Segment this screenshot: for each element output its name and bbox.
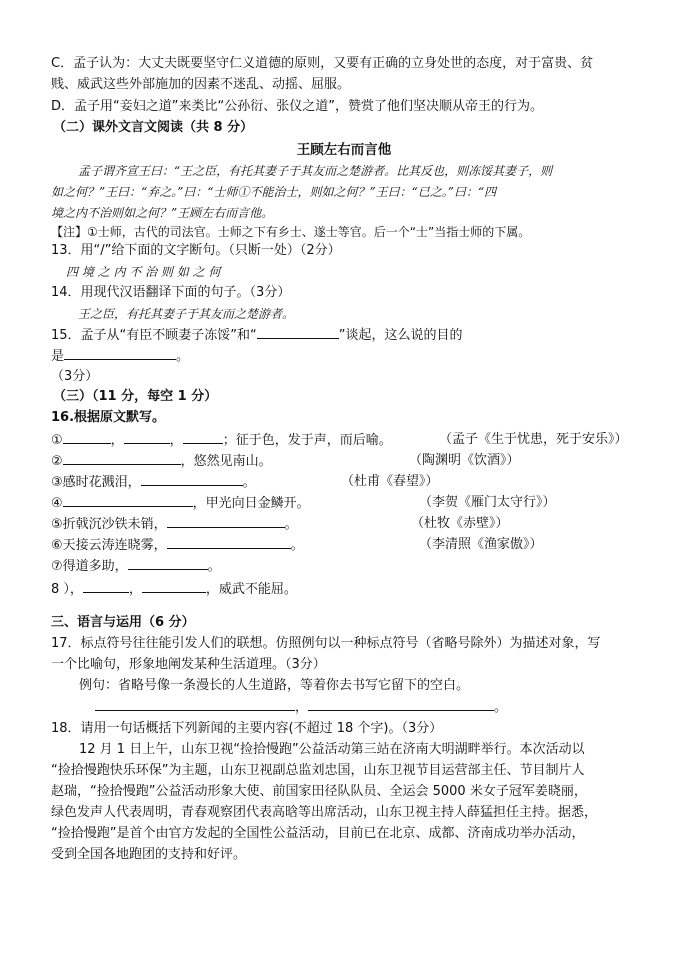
item-1-blank-1[interactable] — [63, 430, 111, 444]
item-1-text: ；征于色，发于声，而后喻。 — [222, 433, 392, 448]
language-section-heading: 三、语言与运用（6 分） — [51, 615, 195, 630]
news-line4: 绿色发声人代表周明，青春观察团代表高晗等出席活动，山东卫视主持人薛猛担任主持。据悉， — [51, 805, 598, 820]
recitation-item-8 — [51, 579, 297, 599]
news-line5: “捡拾慢跑”是首个由官方发起的全国性公益活动，目前已在北京、成都、济南成功举办活动， — [51, 826, 585, 841]
item-1-marker: ① — [51, 433, 63, 448]
passage-title: 王顾左右而言他 — [296, 142, 392, 158]
item-8-marker: 8 ）， — [51, 582, 83, 597]
item-3-source: （杜甫《春望》） — [341, 474, 439, 489]
question-17-line1: 17．标点符号往往能引发人们的联想。仿照例句以一种标点符号（省略号除外）为描述对象，写 — [51, 636, 601, 651]
item-4-marker: ④ — [51, 496, 63, 511]
news-line1: 12 月 1 日上午，山东卫视“捡拾慢跑”公益活动第三站在济南大明湖畔举行。本次活动以 — [79, 742, 585, 757]
option-d: D．孟子用“妾妇之道”来类比“公孙衍、张仪之道”，赞赏了他们坚决顺从帝王的行为。 — [51, 99, 543, 114]
question-14: 14．用现代汉语翻译下面的句子。（3分） — [51, 285, 291, 300]
item-2-source: （陶渊明《饮酒》） — [409, 453, 520, 468]
question-15-blank-2[interactable] — [64, 346, 176, 360]
item-4-blank[interactable] — [63, 493, 193, 507]
option-c-line2: 贱、威武这些外部施加的因素不迷乱、动摇、屈服。 — [51, 77, 351, 92]
item-6-source: （李清照《渔家傲》） — [419, 537, 543, 552]
question-18: 18．请用一句话概括下列新闻的主要内容(不超过 18 个字)。（3分） — [51, 721, 443, 736]
question-15-part-c: 是 — [51, 349, 65, 364]
question-16: 16.根据原文默写。 — [51, 410, 166, 425]
item-6-blank[interactable] — [167, 535, 291, 549]
item-5-blank[interactable] — [167, 514, 285, 528]
item-3-end: 。 — [242, 475, 256, 490]
item-5-end: 。 — [284, 517, 298, 532]
item-1-comma-2: ， — [169, 433, 183, 448]
item-5-source: （杜牧《赤壁》） — [411, 516, 509, 531]
recitation-item-3 — [51, 472, 681, 492]
item-6-text: ⑥天接云涛连晓雾， — [51, 538, 167, 553]
item-1-blank-2[interactable] — [124, 430, 170, 444]
section-3-heading: （三）（11 分，每空 1 分） — [53, 389, 218, 404]
news-line6: 受到全国各地跑团的支持和好评。 — [51, 847, 247, 862]
item-2-blank[interactable] — [63, 451, 181, 465]
item-8-blank-2[interactable] — [142, 579, 206, 593]
item-6-end: 。 — [290, 538, 304, 553]
question-17-example: 例句：省略号像一条漫长的人生道路，等着你去书写它留下的空白。 — [79, 678, 470, 693]
question-17-blank-2[interactable] — [308, 697, 494, 711]
question-17-answer-line — [95, 697, 507, 717]
item-3-text: ③感时花溅泪， — [51, 475, 141, 490]
recitation-item-6 — [51, 535, 681, 555]
item-8-comma: ， — [128, 582, 142, 597]
item-7-blank[interactable] — [128, 556, 208, 570]
recitation-item-1 — [51, 430, 681, 450]
question-15-line1 — [51, 325, 463, 345]
recitation-item-4 — [51, 493, 681, 513]
passage-line1: 孟子谓齐宣王曰：“王之臣，有托其妻子于其友而之楚游者。比其反也，则冻馁其妻子，则 — [78, 164, 553, 178]
question-13-text: 四 境 之 内 不 治 则 如 之 何 — [66, 265, 221, 279]
item-4-source: （李贺《雁门太守行》） — [419, 495, 556, 510]
item-7-end: 。 — [207, 559, 221, 574]
recitation-item-7 — [51, 556, 221, 576]
question-15-part-b: ”谈起，这么说的目的 — [338, 328, 463, 343]
item-2-marker: ② — [51, 454, 63, 469]
question-17-line2: 一个比喻句，形象地阐发某种生活道理。（3分） — [51, 657, 326, 672]
annotation-note: 【注】①士师，古代的司法官。士师之下有乡士、遂士等官。后一个“士”当指士师的下属。 — [51, 225, 531, 239]
section-2-heading: （二）课外文言文阅读（共 8 分） — [53, 120, 254, 135]
question-15-blank-1[interactable] — [257, 325, 339, 339]
question-17-end: 。 — [494, 700, 508, 715]
question-13: 13．用“/”给下面的文字断句。（只断一处）（2分） — [51, 243, 341, 258]
recitation-item-2 — [51, 451, 681, 471]
item-7-text: ⑦得道多助， — [51, 559, 128, 574]
question-15-line2 — [51, 346, 189, 366]
item-1-blank-3[interactable] — [183, 430, 223, 444]
passage-line2: 如之何？”王曰：“弃之。”曰：“士师①不能治士，则如之何？”王曰：“已之。”曰：“四 — [51, 185, 497, 199]
passage-line3: 境之内不治则如之何？”王顾左右而言他。 — [51, 206, 274, 220]
item-5-text: ⑤折戟沉沙铁未销， — [51, 517, 167, 532]
item-8-blank-1[interactable] — [83, 579, 129, 593]
recitation-item-5 — [51, 514, 681, 534]
question-15-part-d: 。 — [176, 349, 190, 364]
question-17-blank-1[interactable] — [95, 697, 295, 711]
item-1-source: （孟子《生于忧患，死于安乐》） — [439, 432, 628, 447]
item-8-text: ，威武不能屈。 — [205, 582, 297, 597]
item-1-comma-1: ， — [110, 433, 124, 448]
question-15-part-a: 15．孟子从“有臣不顾妻子冻馁”和“ — [51, 328, 257, 343]
news-line2: “捡拾慢跑快乐环保”为主题，山东卫视副总监刘忠国，山东卫视节目运营部主任、节目制片人 — [51, 763, 585, 778]
item-3-blank[interactable] — [141, 472, 243, 486]
item-2-text: ，悠然见南山。 — [180, 454, 272, 469]
news-line3: 赵瑞，“捡拾慢跑”公益活动形象大使、前国家田径队队员、全运会 5000 米女子冠军姜晓丽， — [51, 784, 587, 799]
question-17-comma: ， — [295, 700, 309, 715]
item-4-text: ，甲光向日金鳞开。 — [192, 496, 310, 511]
question-15-score: （3分） — [51, 369, 99, 384]
option-c-line1: C．孟子认为：大丈夫既要坚守仁义道德的原则，又要有正确的立身处世的态度，对于富贵、贫 — [51, 56, 594, 71]
question-14-text: 王之臣，有托其妻子于其友而之楚游者。 — [78, 307, 295, 321]
